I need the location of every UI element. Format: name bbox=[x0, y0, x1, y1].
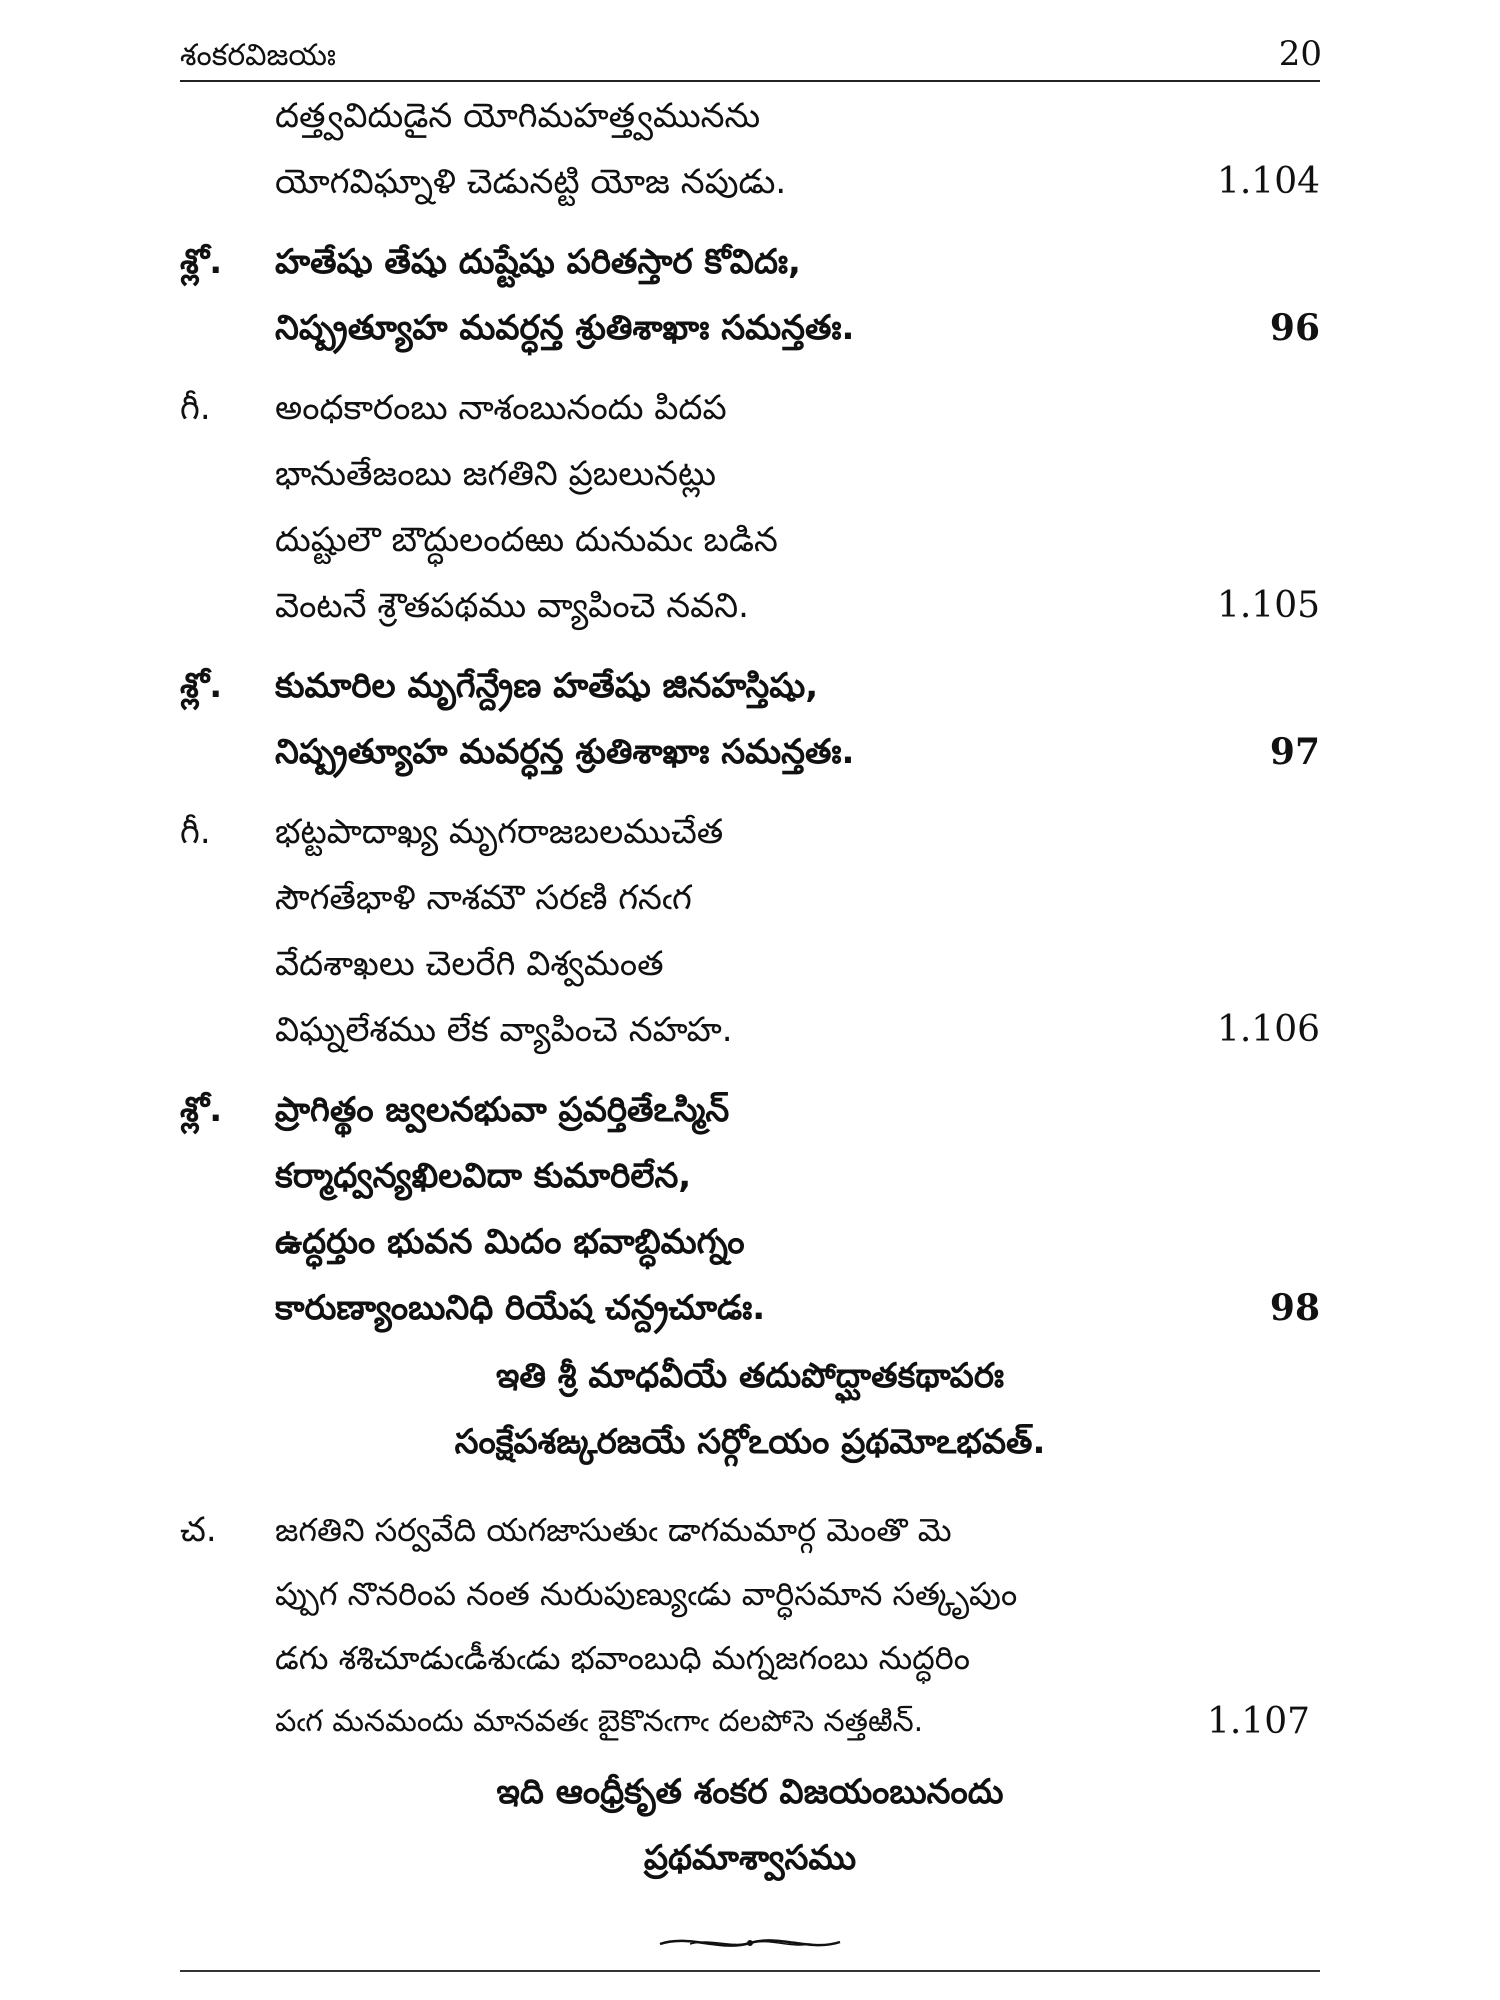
verse-marker: గీ. bbox=[180, 812, 211, 852]
sloka-text: నిష్ప్రత్యూహ మవర్ధన్త శ్రుతిశాఖాః సమన్తతః. bbox=[275, 308, 855, 348]
sloka-number: 98 bbox=[1269, 1287, 1320, 1329]
sloka-line bbox=[0, 230, 1500, 296]
sloka-line bbox=[0, 1078, 1500, 1144]
poem-line bbox=[0, 1626, 1500, 1692]
verse-line bbox=[0, 800, 1500, 866]
running-header: శంకరవిజయః bbox=[180, 38, 336, 73]
colophon-line: సంక్షేపశఙ్కరజయే సర్గోఽయం ప్రథమోఽభవత్. bbox=[454, 1422, 1046, 1462]
poem-text: జగతిని సర్వవేది యగజాసుతుఁ డాగమమార్గ మెంతొ మె bbox=[275, 1511, 952, 1549]
verse-marker: గీ. bbox=[180, 388, 211, 428]
verse-text: అంధకారంబు నాశంబునందు పిదప bbox=[275, 388, 727, 428]
poem-line bbox=[0, 1690, 1500, 1756]
poem-marker: చ. bbox=[180, 1510, 217, 1550]
sloka-number: 97 bbox=[1269, 731, 1320, 773]
verse-text: దత్త్వవిదుడైన యోగిమహత్త్వమునను bbox=[275, 96, 761, 136]
footer-rule bbox=[180, 1970, 1320, 1972]
verse-line bbox=[0, 574, 1500, 640]
verse-text: విఘ్నలేశము లేక వ్యాపించె నహహ. bbox=[275, 1010, 733, 1050]
colophon-line: ఇతి శ్రీ మాధవీయే తదుపోద్ఘాతకథాపరః bbox=[495, 1356, 1005, 1396]
verse-number: 1.106 bbox=[1216, 1009, 1320, 1050]
sloka-line bbox=[0, 720, 1500, 786]
sloka-text: కుమారిల మృగేన్ద్రేణ హతేషు జినహస్తిషు, bbox=[275, 666, 819, 706]
verse-line bbox=[0, 84, 1500, 150]
sloka-text: హతేషు తేషు దుష్టేషు పరితస్తార కోవిదః, bbox=[275, 242, 801, 282]
sloka-marker: శ్లో. bbox=[180, 1090, 223, 1130]
poem-line bbox=[0, 1562, 1500, 1628]
verse-line bbox=[0, 508, 1500, 574]
verse-text: యోగవిఘ్నాళి చెడునట్టి యోజ నపుడు. bbox=[275, 162, 787, 202]
sloka-marker: శ్లో. bbox=[180, 242, 223, 282]
header-rule bbox=[180, 80, 1320, 82]
sloka-text: కారుణ్యాంబునిధి రియేష చన్ద్రచూడః. bbox=[275, 1288, 766, 1328]
verse-line bbox=[0, 442, 1500, 508]
sloka-line bbox=[0, 1144, 1500, 1210]
verse-line bbox=[0, 932, 1500, 998]
verse-line bbox=[0, 866, 1500, 932]
page-number: 20 bbox=[1278, 34, 1322, 74]
verse-line bbox=[0, 998, 1500, 1064]
sloka-text: కర్మాధ్వన్యఖిలవిదా కుమారిలేన, bbox=[275, 1156, 692, 1196]
sloka-text: ప్రాగిత్థం జ్వలనభువా ప్రవర్తితేఽస్మిన్ bbox=[275, 1090, 730, 1130]
sloka-line bbox=[0, 296, 1500, 362]
sloka-line bbox=[0, 654, 1500, 720]
sloka-line bbox=[0, 1276, 1500, 1342]
verse-number: 1.105 bbox=[1216, 585, 1320, 626]
sloka-text: నిష్ప్రత్యూహ మవర్ధన్త శ్రుతిశాఖాః సమన్తతః. bbox=[275, 732, 855, 772]
verse-number: 1.104 bbox=[1216, 161, 1320, 202]
poem-number: 1.107 bbox=[1206, 1701, 1310, 1742]
closing-line: ఇది ఆంధ్రీకృత శంకర విజయంబునందు bbox=[496, 1772, 1004, 1812]
verse-line bbox=[0, 376, 1500, 442]
sloka-marker: శ్లో. bbox=[180, 666, 223, 706]
verse-text: సౌగతేభాళి నాశమౌ సరణి గనఁగ bbox=[275, 878, 692, 918]
flourish-ornament-icon bbox=[650, 1930, 850, 1956]
poem-line bbox=[0, 1498, 1500, 1564]
verse-text: దుష్టులౌ బౌద్ధులందఱు దునుమఁ బడిన bbox=[275, 520, 778, 560]
closing-line: ప్రథమాశ్వాసము bbox=[643, 1838, 857, 1878]
sloka-text: ఉద్ధర్తుం భువన మిదం భవాబ్ధిమగ్నం bbox=[275, 1222, 745, 1262]
sloka-number: 96 bbox=[1269, 307, 1320, 349]
poem-text: ప్పుగ నొనరింప నంత నురుపుణ్యుఁడు వార్ధిసమాన సత్కృపుం bbox=[275, 1575, 1018, 1613]
verse-line bbox=[0, 150, 1500, 216]
verse-text: వేదశాఖలు చెలరేగి విశ్వమంత bbox=[275, 944, 664, 984]
verse-text: భానుతేజంబు జగతిని ప్రబలునట్లు bbox=[275, 454, 717, 494]
poem-text: పఁగ మనమందు మానవతఁ బైకొనఁగాఁ దలపోసె నత్తఱిన్. bbox=[275, 1704, 924, 1739]
poem-text: డగు శశిచూడుఁడీశుఁడు భవాంబుధి మగ్నజగంబు నుద్ధరిం bbox=[275, 1639, 970, 1677]
verse-text: భట్టపాదాఖ్య మృగరాజబలముచేత bbox=[275, 812, 724, 852]
verse-text: వెంటనే శ్రౌతపథము వ్యాపించె నవని. bbox=[275, 586, 749, 626]
sloka-line bbox=[0, 1210, 1500, 1276]
